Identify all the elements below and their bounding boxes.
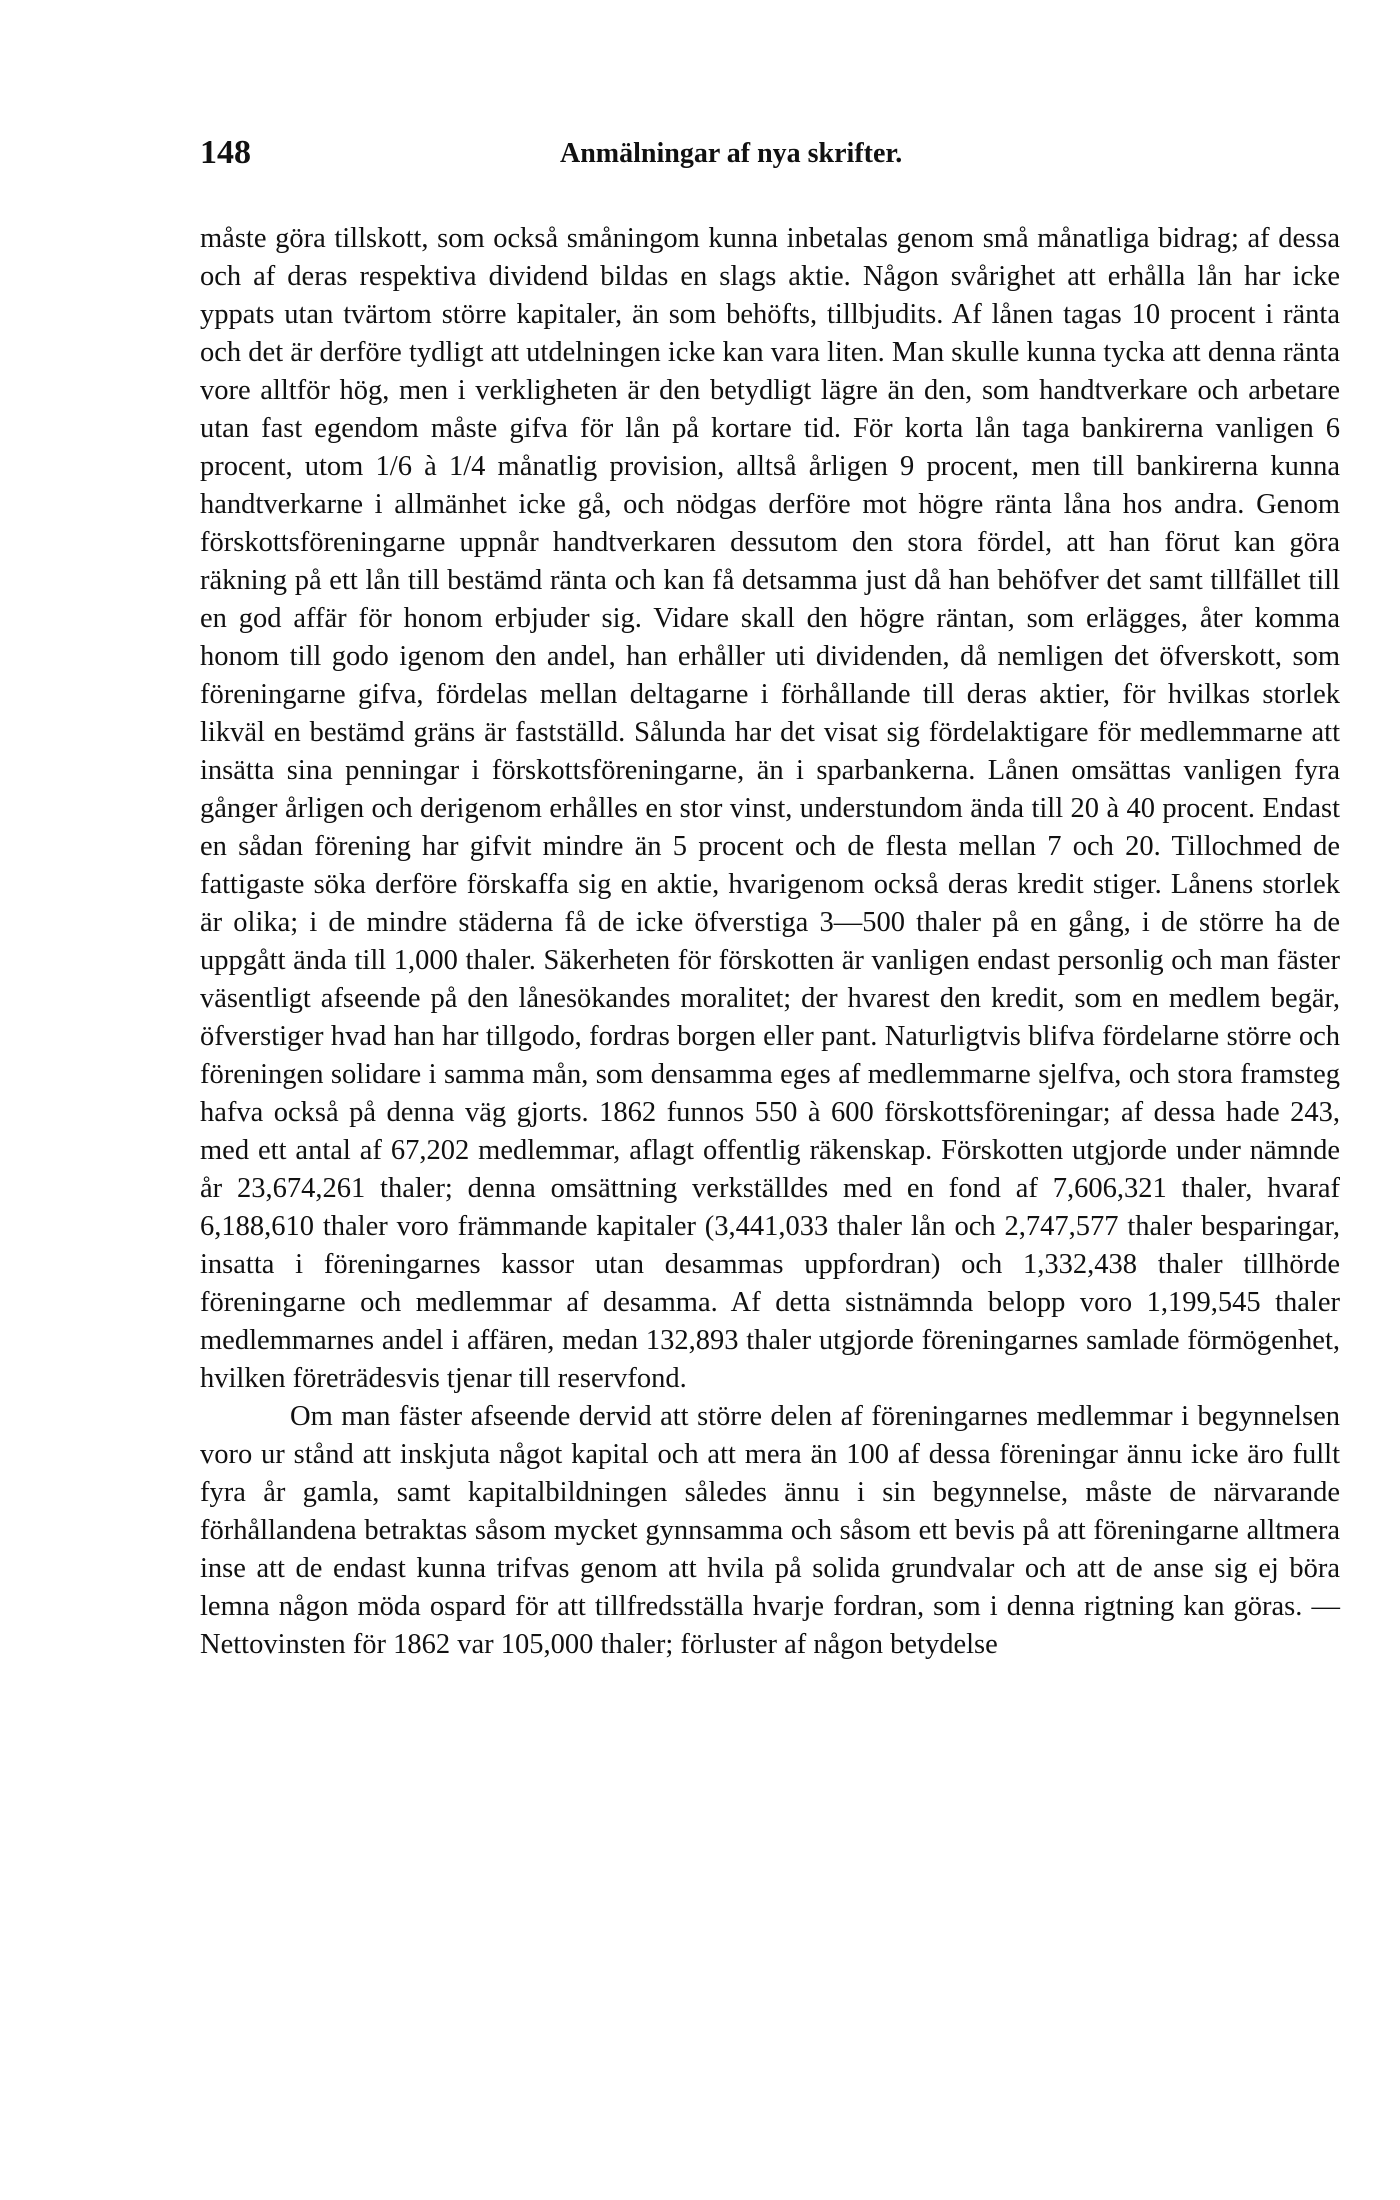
- running-head: [200, 130, 1340, 186]
- book-page: [200, 130, 1340, 1664]
- body-text: [200, 220, 1340, 1664]
- paragraph-1: måste göra tillskott, som också småningom kunna inbetalas genom små månatliga bidrag; af dessa och af deras respektiva dividend bildas en slags aktie. Någon svårighet att erhålla lån har icke yppats utan tvärtom större kapitaler, än som behöfts, tillbjudits. Af lånen tagas 10 procent i ränta och det är derföre tydligt att utdelningen icke kan vara liten. Man skulle kunna tycka att denna ränta vore alltför hög, men i verkligheten är den betydligt lägre än den, som handtverkare och arbetare utan fast egendom måste gifva för lån på kortare tid. För korta lån taga bankirerna vanligen 6 procent, utom 1/6 à 1/4 månatlig provision, alltså årligen 9 procent, men till bankirerna kunna handtverkarne i allmänhet icke gå, och nödgas derföre mot högre ränta låna hos andra. Genom förskottsföreningarne uppnår handtverkaren dessutom den stora fördel, att han förut kan göra räkning på ett lån till bestämd ränta och kan få detsamma just då han behöfver det samt tillfället till en god affär för honom erbjuder sig. Vidare skall den högre räntan, som erlägges, åter komma honom till godo igenom den andel, han erhåller uti dividenden, då nemligen det öfverskott, som föreningarne gifva, fördelas mellan deltagarne i förhållande till deras aktier, för hvilkas storlek likväl en bestämd gräns är fastställd. Sålunda har det visat sig fördelaktigare för medlemmarne att insätta sina penningar i förskottsföreningarne, än i sparbankerna. Lånen omsättas vanligen fyra gånger årligen och derigenom erhålles en stor vinst, understundom ända till 20 à 40 procent. Endast en sådan förening har gifvit mindre än 5 procent och de flesta mellan 7 och 20. Tillochmed de fattigaste söka derföre förskaffa sig en aktie, hvarigenom också deras kredit stiger. Lånens storlek är olika; i de mindre städerna få de icke öfverstiga 3—500 thaler på en gång, i de större ha de uppgått ända till 1,000 thaler. Säkerheten för förskotten är vanligen endast personlig och man fäster väsentligt afseende på den lånesökandes moralitet; der hvarest den kredit, som en medlem begär, öfverstiger hvad han har tillgodo, fordras borgen eller pant. Naturligtvis blifva fördelarne större och föreningen solidare i samma mån, som densamma eges af medlemmarne sjelfva, och stora framsteg hafva också på denna väg gjorts. 1862 funnos 550 à 600 förskottsföreningar; af dessa hade 243, med ett antal af 67,202 medlemmar, aflagt offentlig räkenskap. Förskotten utgjorde under nämnde år 23,674,261 thaler; denna omsättning verkställdes med en fond af 7,606,321 thaler, hvaraf 6,188,610 thaler voro främmande kapitaler (3,441,033 thaler lån och 2,747,577 thaler besparingar, insatta i föreningarnes kassor utan desammas uppfordran) och 1,332,438 thaler tillhörde föreningarne och medlemmar af desamma. Af detta sistnämnda belopp voro 1,199,545 thaler medlemmarnes andel i affären, medan 132,893 thaler utgjorde föreningarnes samlade förmögenhet, hvilken företrädesvis tjenar till reservfond.: [200, 223, 1340, 1394]
- page-number: 148: [200, 134, 251, 171]
- running-title: Anmälningar af nya skrifter.: [560, 138, 903, 169]
- paragraph-2: Om man fäster afseende dervid att större delen af föreningarnes medlemmar i begynnelsen voro ur stånd att inskjuta något kapital och att mera än 100 af dessa föreningar ännu icke äro fullt fyra år gamla, samt kapitalbildningen således ännu i sin begynnelse, måste de närvarande förhållandena betraktas såsom mycket gynnsamma och såsom ett bevis på att föreningarne alltmera inse att de endast kunna trifvas genom att hvila på solida grundvalar och att de anse sig ej böra lemna någon möda ospard för att tillfredsställa hvarje fordran, som i denna rigtning kan göras. — Nettovinsten för 1862 var 105,000 thaler; förluster af någon betydelse: [200, 1401, 1340, 1660]
